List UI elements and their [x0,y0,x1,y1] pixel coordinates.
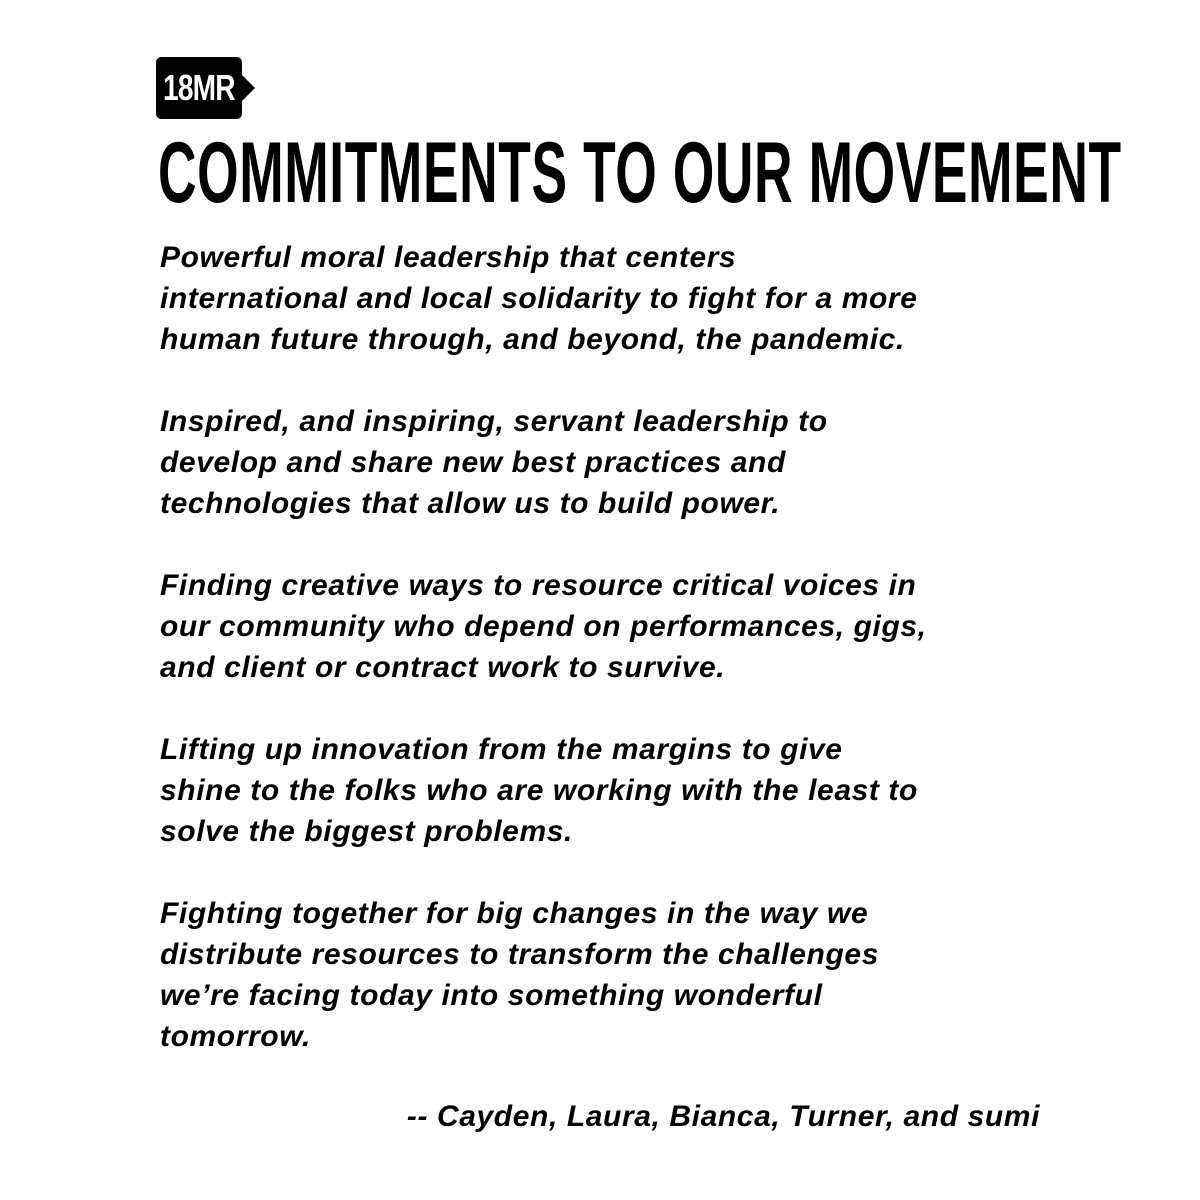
logo [156,57,256,119]
commitment-paragraph: Inspired, and inspiring, servant leadership to develop and share new best practices and technologies that allow us to build power. [160,405,828,520]
commitment-paragraph: Powerful moral leadership that centers international and local solidarity to fight for a more human future through, and beyond, the pandemic. [160,241,918,356]
logo-text: 18MR [163,67,235,108]
commitment-paragraph: Lifting up innovation from the margins to give shine to the folks who are working with the least to solve the biggest problems. [160,733,918,848]
page-title: COMMITMENTS TO OUR MOVEMENT [158,125,1122,221]
commitment-paragraph: Fighting together for big changes in the way we distribute resources to transform the challenges we’re facing today into something wonderful tomorrow. [160,897,879,1053]
commitment-paragraph: Finding creative ways to resource critical voices in our community who depend on performances, gigs, and client or contract work to survive. [160,569,927,684]
commitments-list [160,237,1060,1098]
signature: -- Cayden, Laura, Bianca, Turner, and sumi [406,1100,1040,1133]
